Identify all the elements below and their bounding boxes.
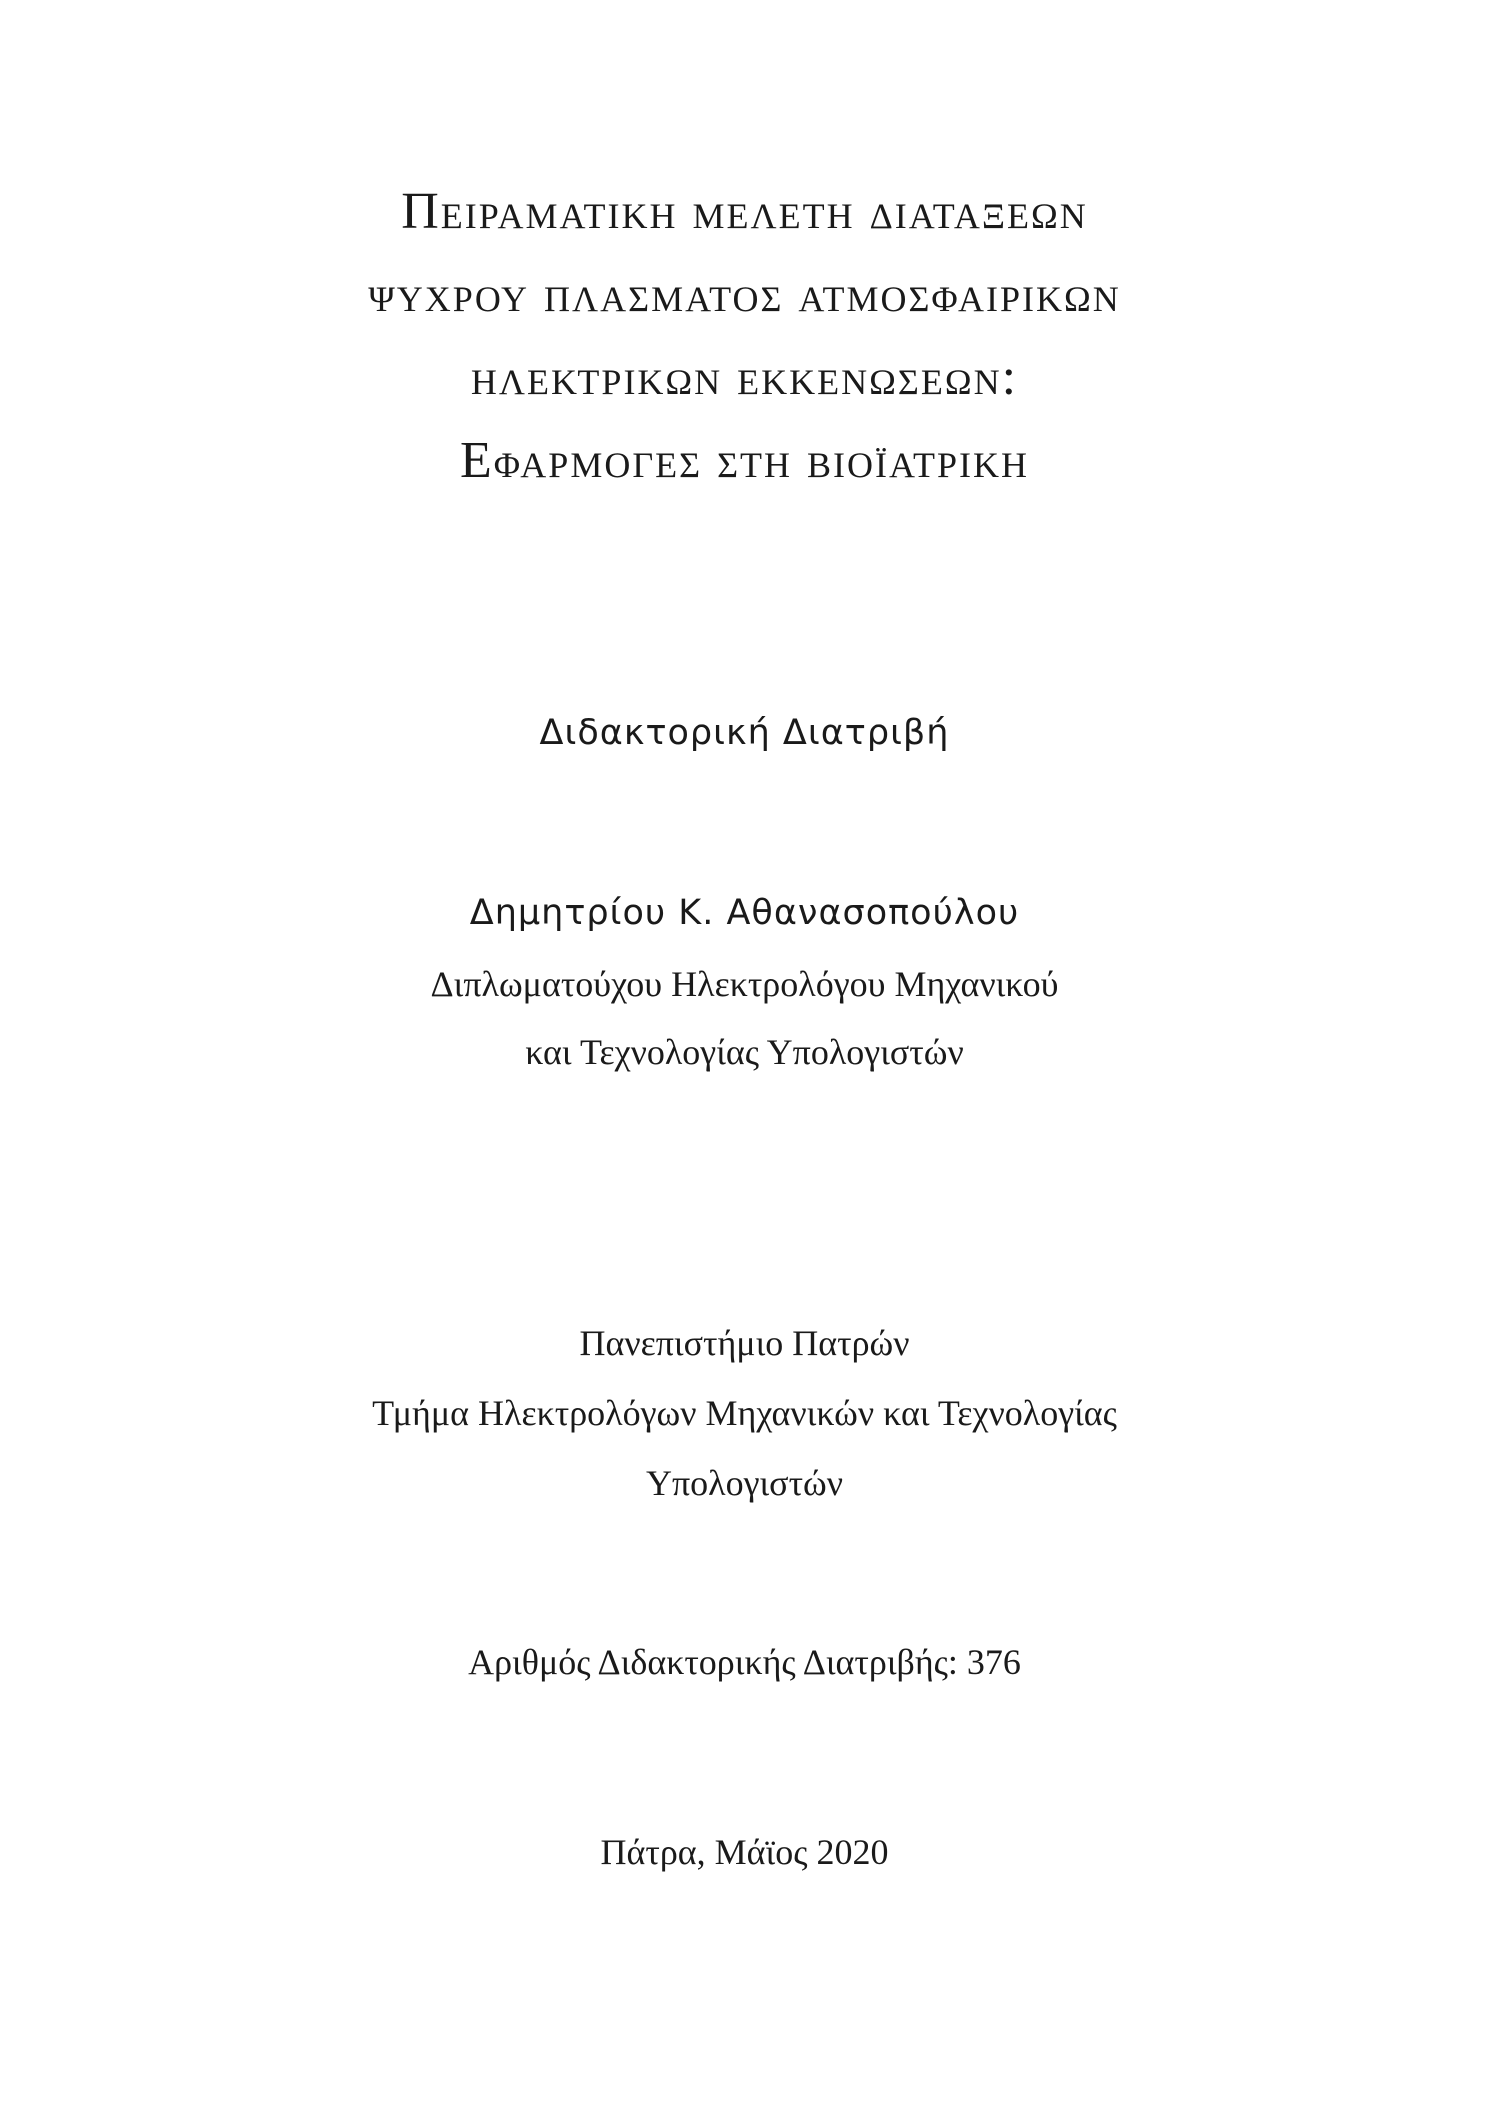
title-line: ψυχρου πλασματος ατμοσφαιρικων [368, 266, 1121, 323]
author-name: Δημητρίου Κ. Αθανασοπούλου [469, 893, 1020, 933]
document-type [0, 703, 1489, 763]
title-line: ηλεκτρικων εκκενωσεων: [470, 349, 1019, 406]
institution-block [0, 1308, 1489, 1518]
thesis-number [0, 1632, 1489, 1692]
credentials-line: Διπλωματούχου Ηλεκτρολόγου Μηχανικού [430, 964, 1059, 1004]
thesis-title [0, 170, 1489, 502]
credentials-line: και Τεχνολογίας Υπολογιστών [525, 1032, 964, 1072]
title-line: Πειραματικη μελετη διαταξεων [401, 183, 1088, 240]
institution-line: Πανεπιστήμιο Πατρών [579, 1323, 910, 1363]
document-type-label: Διδακτορική Διατριβή [539, 713, 950, 753]
place-date-label: Πάτρα, Μάϊος 2020 [600, 1832, 889, 1872]
place-date [0, 1822, 1489, 1882]
institution-line: Τμήμα Ηλεκτρολόγων Μηχανικών και Τεχνολογίας [372, 1393, 1117, 1433]
title-line: Εφαρμογες στη βιοϊατρικη [459, 432, 1030, 489]
author-credentials [0, 950, 1489, 1086]
author-block [0, 883, 1489, 943]
institution-line: Υπολογιστών [645, 1463, 844, 1503]
thesis-number-label: Αριθμός Διδακτορικής Διατριβής: 376 [468, 1642, 1021, 1682]
